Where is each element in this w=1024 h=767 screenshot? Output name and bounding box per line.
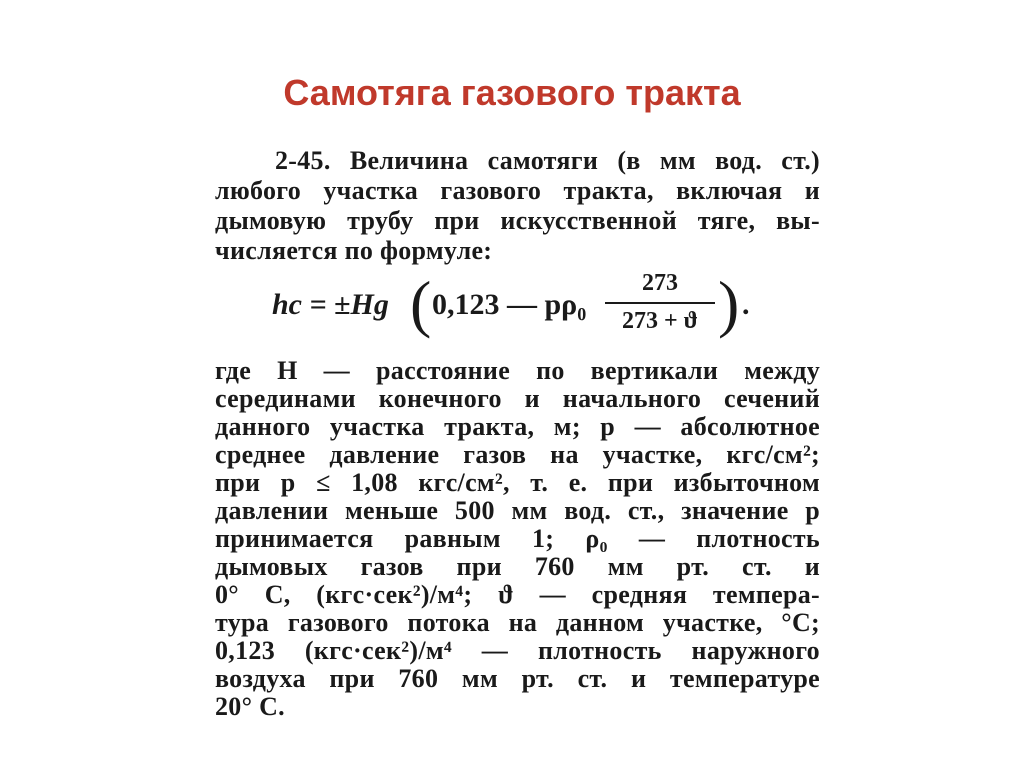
body-line-11: 0,123 (кгс·сек²)/м⁴ — плотность наружного [215,636,820,665]
body-line-12: воздуха при 760 мм рт. ст. и температуре [215,664,820,693]
formula-lhs: hс = ±Hg [272,288,389,321]
fraction-bar [605,302,715,304]
body-line-5: при p ≤ 1,08 кгс/см², т. е. при избыточном [215,468,820,497]
formula-term: 0,123 — pρ₀ [432,288,587,321]
scanned-text-block [215,140,820,725]
body-line-4: среднее давление газов на участке, кгс/см²; [215,440,820,469]
body-line-10: тура газового потока на данном участке, °С; [215,608,820,637]
formula-left-paren: ( [410,268,432,339]
body-line-2: серединами конечного и начального сечений [215,384,820,413]
slide-title: Самотяга газового тракта [283,72,741,113]
intro-line-2: любого участка газового тракта, включая и [215,176,820,205]
body-line-9: 0° С, (кгс·сек²)/м⁴; ϑ — средняя темпера- [215,580,820,609]
formula-right-paren: ) [718,268,740,339]
intro-line-1: 2-45. Величина самотяги (в мм вод. ст.) [275,146,820,175]
body-line-8: дымовых газов при 760 мм рт. ст. и [215,552,820,581]
formula-end: . [742,288,750,321]
body-line-1: где H — расстояние по вертикали между [215,356,820,385]
intro-line-4: числяется по формуле: [215,236,493,265]
formula-denominator: 273 + ϑ [621,308,699,334]
body-line-3: данного участка тракта, м; p — абсолютное [215,412,820,441]
body-line-7: принимается равным 1; ρ₀ — плотность [215,524,820,553]
body-line-6: давлении меньше 500 мм вод. ст., значение p [215,496,820,525]
formula-fraction [605,270,715,335]
body-line-13: 20° С. [215,692,285,721]
formula [260,268,820,348]
formula-numerator: 273 [642,270,678,296]
intro-line-3: дымовую трубу при искусственной тяге, вы- [215,206,820,235]
